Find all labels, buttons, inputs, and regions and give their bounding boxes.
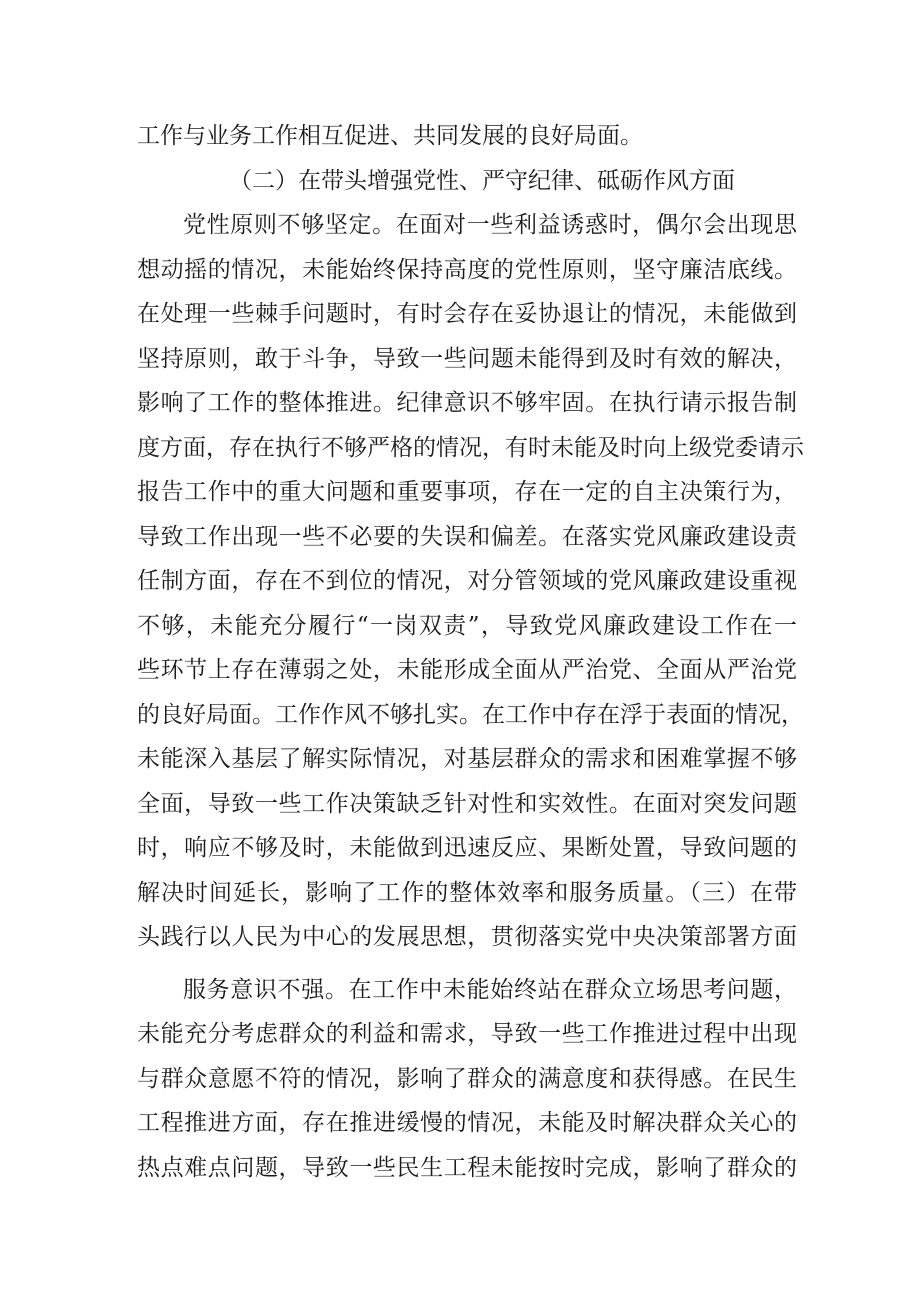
paragraph-line: 热点难点问题，导致一些民生工程未能按时完成，影响了群众的	[137, 1154, 797, 1181]
paragraph-line: 未能充分考虑群众的利益和需求，导致一些工作推进过程中出现	[137, 1021, 797, 1047]
paragraph-line: 未能深入基层了解实际情况，对基层群众的需求和困难掌握不够	[137, 746, 797, 772]
paragraph-line: 全面，导致一些工作决策缺乏针对性和实效性。在面对突发问题	[137, 790, 797, 817]
paragraph-line: 坚持原则，敢于斗争，导致一些问题未能得到及时有效的解决，	[137, 345, 797, 372]
paragraph-line: 解决时间延长，影响了工作的整体效率和服务质量。（三）在带	[137, 879, 797, 906]
paragraph-line: 报告工作中的重大问题和重要事项，存在一定的自主决策行为，	[137, 479, 797, 505]
paragraph-line: 时，响应不够及时，未能做到迅速反应、果断处置，导致问题的	[137, 835, 797, 861]
paragraph-line: 不够，未能充分履行“一岗双责”，导致党风廉政建设工作在一	[137, 612, 797, 639]
paragraph-line: 工程推进方面，存在推进缓慢的情况，未能及时解决群众关心的	[137, 1110, 797, 1136]
paragraph-line: 想动摇的情况，未能始终保持高度的党性原则，坚守廉洁底线。	[137, 256, 797, 283]
paragraph-gap	[137, 960, 797, 968]
paragraph-line: 服务意识不强。在工作中未能始终站在群众立场思考问题，	[183, 976, 797, 1003]
document-body	[137, 114, 804, 1190]
paragraph-line: 影响了工作的整体推进。纪律意识不够牢固。在执行请示报告制	[137, 390, 797, 416]
paragraph-line: 任制方面，存在不到位的情况，对分管领域的党风廉政建设重视	[137, 568, 797, 594]
paragraph-line: 度方面，存在执行不够严格的情况，有时未能及时向上级党委请示	[137, 434, 804, 461]
paragraph-line: 头践行以人民为中心的发展思想，贯彻落实党中央决策部署方面	[137, 924, 797, 950]
section-heading: （二）在带头增强党性、严守纪律、砥砺作风方面	[229, 167, 735, 194]
paragraph-line: 与群众意愿不符的情况，影响了群众的满意度和获得感。在民生	[137, 1065, 797, 1092]
paragraph-line: 些环节上存在薄弱之处，未能形成全面从严治党、全面从严治党	[137, 657, 797, 683]
paragraph-line: 的良好局面。工作作风不够扎实。在工作中存在浮于表面的情况，	[137, 701, 804, 728]
paragraph-line: 导致工作出现一些不必要的失误和偏差。在落实党风廉政建设责	[137, 523, 797, 550]
paragraph-line: 工作与业务工作相互促进、共同发展的良好局面。	[137, 123, 643, 149]
paragraph-line: 在处理一些棘手问题时，有时会存在妥协退让的情况，未能做到	[137, 301, 797, 327]
paragraph-line: 党性原则不够坚定。在面对一些利益诱惑时，偶尔会出现思	[183, 212, 797, 238]
